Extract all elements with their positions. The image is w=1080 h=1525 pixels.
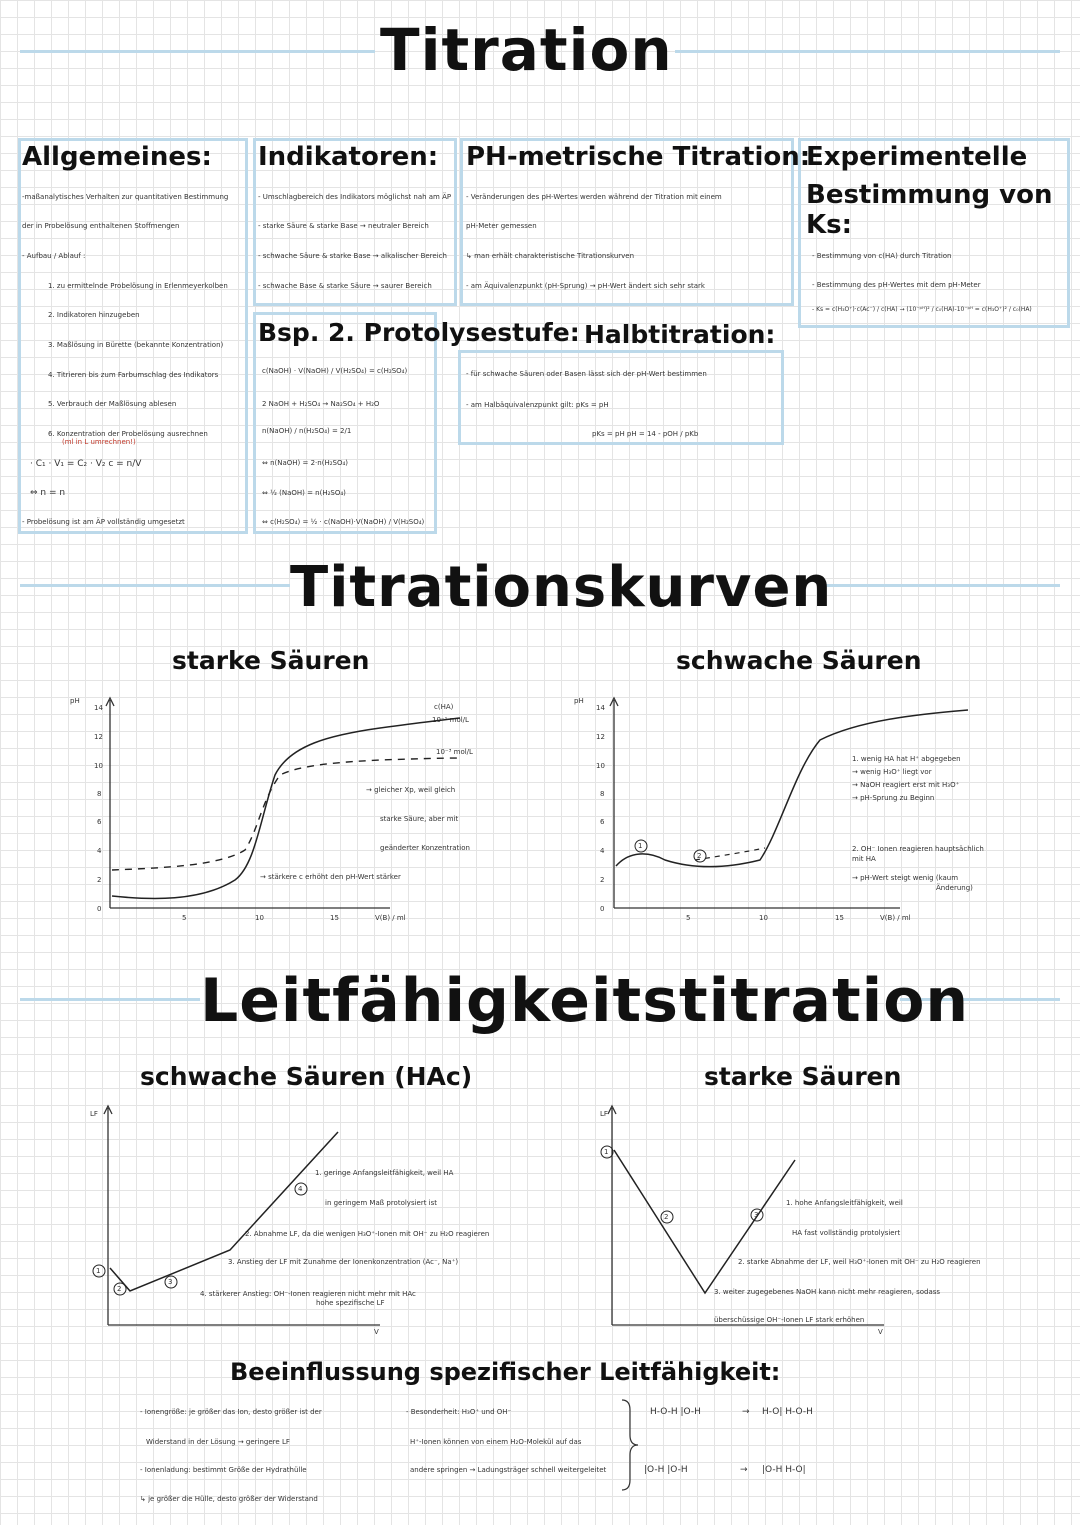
bee-left-line: ↳ je größer die Hülle, desto größer der Widerstand (140, 1495, 318, 1503)
allg-line: der in Probelösung enthaltenen Stoffmengen (22, 222, 180, 230)
bee-mid-line: andere springen → Ladungsträger schnell weitergeleitet (410, 1466, 607, 1474)
tk-right-ytick: 8 (600, 790, 605, 798)
allg-line: 4. Titrieren bis zum Farbumschlag des Indikators (48, 371, 219, 379)
allg-line: 6. Konzentration der Probelösung ausrechnen (48, 430, 208, 438)
prot-line: ⇔ c(H₂SO₄) = ½ · c(NaOH)·V(NaOH) / V(H₂SO₄) (262, 518, 425, 526)
halbtitration-heading: Halbtitration: (584, 320, 776, 349)
lf-right-note: HA fast vollständig protolysiert (792, 1229, 901, 1237)
tk-right-ytick: 2 (600, 876, 605, 884)
bee-mid-line: H⁺-Ionen können von einem H₂O-Molekül auf das (410, 1438, 582, 1446)
halb-line: pKs = pH pH = 14 - pOH / pKb (592, 430, 699, 438)
indikatoren-heading: Indikatoren: (258, 142, 439, 172)
prot-line: c(NaOH) · V(NaOH) / V(H₂SO₄) = c(H₂SO₄) (262, 367, 408, 375)
tk-left-ytick: 10 (94, 762, 103, 770)
tk-right-note: → wenig H₃O⁺ liegt vor (852, 768, 932, 776)
protolyse-heading: Bsp. 2. Protolysestufe: (258, 318, 580, 347)
tk-left-cha: c(HA) (434, 703, 454, 711)
lf-left-curve (110, 1132, 338, 1291)
lf-left-note: 2. Abnahme LF, da die wenigen H₃O⁺-Ionen mit OH⁻ zu H₂O reagieren (245, 1230, 490, 1238)
page-title: Titration (380, 16, 673, 84)
tk-left-ytick: 14 (94, 704, 103, 712)
lf-left-marker: 1 (96, 1267, 101, 1275)
allg-line: - Probelösung ist am ÄP vollständig umgesetzt (22, 518, 185, 526)
tk-left-ytick: 2 (97, 876, 102, 884)
tk-right-curve-dashed (695, 848, 765, 860)
lf-right-curve (614, 1150, 795, 1293)
lf-left-note: 1. geringe Anfangsleitfähigkeit, weil HA (315, 1169, 454, 1177)
lf-left-marker: 3 (168, 1278, 173, 1286)
tk-left-ytick: 0 (97, 905, 102, 913)
lf-right-xlabel: V (878, 1328, 883, 1336)
lf-right-marker: 1 (604, 1148, 609, 1156)
tk-right-note: Änderung) (936, 884, 973, 892)
lf-left-marker: 2 (117, 1285, 122, 1293)
lf-left-note: hohe spezifische LF (316, 1299, 385, 1307)
section-rule-left (20, 584, 290, 587)
allg-line: ⇔ n = n (30, 488, 66, 498)
tk-right-ytick: 14 (596, 704, 605, 712)
tk-right-heading: schwache Säuren (676, 646, 922, 675)
tk-right-xtick: 5 (686, 914, 691, 922)
lf-right-note: überschüssige OH⁻-Ionen LF stark erhöhen (714, 1316, 865, 1324)
tk-left-conc2: 10⁻³ mol/L (436, 748, 473, 756)
ph-line: pH-Meter gemessen (466, 222, 537, 230)
exp-line: - Bestimmung von c(HA) durch Titration (812, 252, 952, 260)
allg-line: - Aufbau / Ablauf : (22, 252, 86, 260)
tk-right-ylabel: pH (574, 697, 584, 705)
tk-right-marker: 2 (697, 852, 702, 860)
tk-right-xlabel: V(B) / ml (880, 914, 911, 922)
lf-left-xlabel: V (374, 1328, 379, 1336)
header-rule-left (20, 50, 375, 53)
tk-left-ytick: 6 (97, 818, 102, 826)
tk-left-xlabel: V(B) / ml (375, 914, 406, 922)
allg-line: 1. zu ermittelnde Probelösung in Erlenmeyerkolben (48, 282, 228, 290)
tk-left-ytick: 12 (94, 733, 103, 741)
header-rule-right (675, 50, 1060, 53)
tk-left-xtick: 15 (330, 914, 339, 922)
indik-line: - Umschlagbereich des Indikators möglichst nah am ÄP (258, 193, 452, 201)
lf-right-note: 2. starke Abnahme der LF, weil H₃O⁺-Ionen mit OH⁻ zu H₂O reagieren (738, 1258, 981, 1266)
tk-left-note: geänderter Konzentration (380, 844, 470, 852)
tk-left-note: starke Säure, aber mit (380, 815, 459, 823)
tk-left-ylabel: pH (70, 697, 80, 705)
experimentell-heading-2: Bestimmung von Ks: (806, 180, 1053, 240)
tk-left-ytick: 4 (97, 847, 102, 855)
lf-right-marker: 3 (754, 1211, 759, 1219)
bee-left-line: - Ionengröße: je größer das Ion, desto größer ist der (140, 1408, 322, 1416)
tk-right-marker: 1 (638, 842, 643, 850)
indik-line: - starke Säure & starke Base → neutraler Bereich (258, 222, 429, 230)
tk-right-ytick: 6 (600, 818, 605, 826)
allg-line: 5. Verbrauch der Maßlösung ablesen (48, 400, 177, 408)
indik-line: - schwache Base & starke Säure → saurer Bereich (258, 282, 432, 290)
tk-right-note: → NaOH reagiert erst mit H₃O⁺ (852, 781, 960, 789)
lf-right-note: 1. hohe Anfangsleitfähigkeit, weil (786, 1199, 903, 1207)
prot-line: ⇔ ½ (NaOH) = n(H₂SO₄) (262, 489, 346, 497)
exp-line: - Bestimmung des pH-Wertes mit dem pH-Meter (812, 281, 981, 289)
brace-icon (622, 1400, 638, 1490)
lf-left-note: 4. stärkerer Anstieg: OH⁻-Ionen reagieren nicht mehr mit HAc (200, 1290, 416, 1298)
ph-line: ↳ man erhält charakteristische Titrationskurven (466, 252, 635, 260)
tk-left-xtick: 10 (255, 914, 264, 922)
tk-left-xtick: 5 (182, 914, 187, 922)
prot-line: ⇔ n(NaOH) = 2·n(H₂SO₄) (262, 459, 349, 467)
lf-left-marker: 4 (298, 1185, 303, 1193)
beeinflussung-heading: Beeinflussung spezifischer Leitfähigkeit: (230, 1358, 781, 1386)
chem-formula: |O-H |O-H (644, 1465, 688, 1475)
section-rule-left-2 (20, 998, 200, 1001)
tk-left-note: → gleicher Xp, weil gleich (366, 786, 456, 794)
ph-line: - am Äquivalenzpunkt (pH-Sprung) → pH-Wert ändert sich sehr stark (466, 282, 705, 290)
chem-formula: H-O-H |O-H (650, 1407, 701, 1417)
allg-line: 3. Maßlösung in Bürette (bekannte Konzentration) (48, 341, 224, 349)
tk-right-ytick: 4 (600, 847, 605, 855)
lf-left-ylabel: LF (90, 1110, 98, 1118)
titrationskurven-title: Titrationskurven (290, 555, 833, 620)
allg-line: · C₁ · V₁ = C₂ · V₂ c = n/V (30, 459, 142, 469)
tk-left-curve-dilute (112, 758, 462, 870)
ph-line: - Veränderungen des pH-Wertes werden während der Titration mit einem (466, 193, 722, 201)
lf-right-note: 3. weiter zugegebenes NaOH kann nicht mehr reagieren, sodass (714, 1288, 941, 1296)
section-rule-right (820, 584, 1060, 587)
tk-right-note: → pH-Sprung zu Beginn (852, 794, 935, 802)
halb-line: - am Halbäquivalenzpunkt gilt: pKs = pH (466, 401, 609, 409)
tk-left-ytick: 8 (97, 790, 102, 798)
bee-mid-line: - Besonderheit: H₃O⁺ und OH⁻ (406, 1408, 512, 1416)
prot-line: 2 NaOH + H₂SO₄ → Na₂SO₄ + H₂O (262, 400, 380, 408)
allg-line: -maßanalytisches Verhalten zur quantitativen Bestimmung (22, 193, 229, 201)
bee-left-line: - Ionenladung: bestimmt Größe der Hydrathülle (140, 1466, 307, 1474)
tk-right-ytick: 0 (600, 905, 605, 913)
tk-right-note: → pH-Wert steigt wenig (kaum (852, 874, 959, 882)
lf-right-heading: starke Säuren (704, 1062, 902, 1091)
allg-line: (ml in L umrechnen!) (62, 438, 136, 446)
tk-left-curve-strong (112, 718, 460, 899)
indik-line: - schwache Säure & starke Base → alkalischer Bereich (258, 252, 447, 260)
tk-left-heading: starke Säuren (172, 646, 370, 675)
lf-left-note: in geringem Maß protolysiert ist (325, 1199, 438, 1207)
exp-line: - Ks = c(H₃O⁺)·c(Ac⁻) / c(HA) → (10⁻ᵖᴴ)² / c₀(HA)-10⁻ᵖᴴ = c(H₃O⁺)² / c₀(HA) (812, 306, 1032, 313)
tk-right-note: 2. OH⁻ Ionen reagieren hauptsächlich (852, 845, 984, 853)
tk-right-xtick: 15 (835, 914, 844, 922)
tk-left-conc1: 10⁻¹ mol/L (432, 716, 469, 724)
tk-right-note: mit HA (852, 855, 876, 863)
lf-left-note: 3. Anstieg der LF mit Zunahme der Ionenkonzentration (Ac⁻, Na⁺) (228, 1258, 459, 1266)
chem-formula: H-O| H-O-H (762, 1407, 813, 1417)
prot-line: n(NaOH) / n(H₂SO₄) = 2/1 (262, 427, 352, 435)
chem-formula: |O-H H-O| (762, 1465, 806, 1475)
phmetrisch-heading: PH-metrische Titration: (466, 142, 811, 172)
lf-right-ylabel: LF (600, 1110, 608, 1118)
experimentell-heading-1: Experimentelle (806, 142, 1028, 172)
halb-line: - für schwache Säuren oder Basen lässt sich der pH-Wert bestimmen (466, 370, 707, 378)
tk-right-note: 1. wenig HA hat H⁺ abgegeben (852, 755, 961, 763)
lf-left-heading: schwache Säuren (HAc) (140, 1062, 473, 1091)
lf-right-marker: 2 (664, 1213, 669, 1221)
allgemeines-heading: Allgemeines: (22, 142, 212, 172)
tk-left-note: → stärkere c erhöht den pH-Wert stärker (260, 873, 401, 881)
chem-arrow: → (742, 1407, 750, 1417)
allg-line: 2. Indikatoren hinzugeben (48, 311, 140, 319)
tk-right-xtick: 10 (759, 914, 768, 922)
tk-right-ytick: 10 (596, 762, 605, 770)
tk-right-ytick: 12 (596, 733, 605, 741)
bee-left-line: Widerstand in der Lösung → geringere LF (146, 1438, 290, 1446)
leitfaehigkeit-title: Leitfähigkeitstitration (200, 966, 970, 1036)
chem-arrow: → (740, 1465, 748, 1475)
